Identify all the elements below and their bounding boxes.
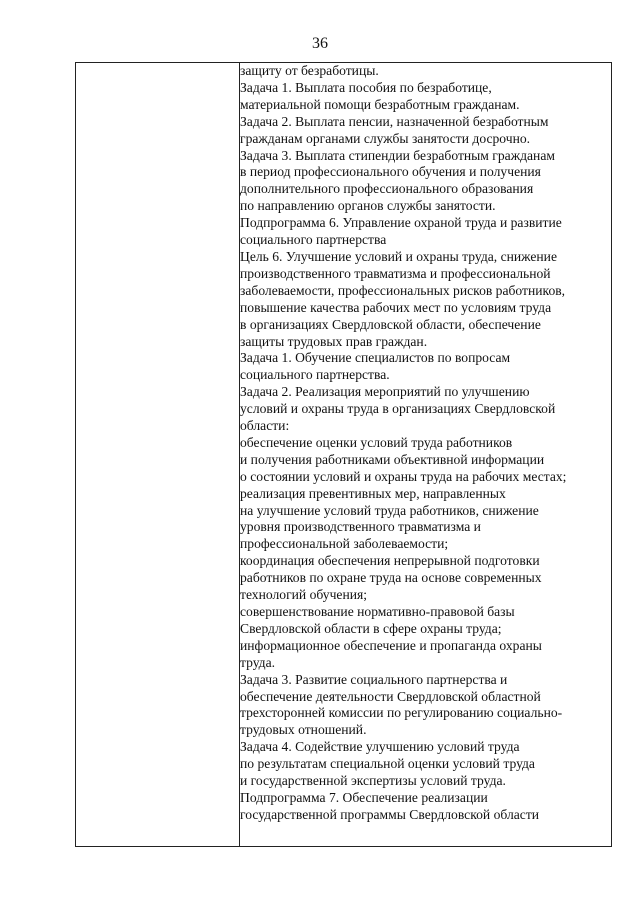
text-line: по результатам специальной оценки условий труда [240, 756, 535, 772]
page-number: 36 [312, 35, 328, 52]
text-line: обеспечение оценки условий труда работников [240, 434, 513, 450]
text-line: в организациях Свердловской области, обеспечение [240, 316, 541, 332]
text-line: Задача 2. Реализация мероприятий по улучшению [240, 384, 530, 400]
text-line: Цель 6. Улучшение условий и охраны труда, снижение [240, 248, 557, 264]
text-line: на улучшение условий труда работников, снижение [240, 502, 539, 518]
text-line: материальной помощи безработным гражданам. [240, 96, 520, 112]
text-line: уровня производственного травматизма и [240, 519, 481, 535]
text-line: защиту от безработицы. [240, 63, 379, 78]
text-line: государственной программы Свердловской области [240, 806, 540, 822]
text-line: в период профессионального обучения и получения [240, 164, 541, 180]
text-line: работников по охране труда на основе современных [240, 570, 542, 586]
text-line: социального партнерства [240, 232, 387, 248]
text-line: Задача 3. Развитие социального партнерства и [240, 671, 508, 687]
text-line: Подпрограмма 7. Обеспечение реализации [240, 789, 488, 805]
text-line: Подпрограмма 6. Управление охраной труда и развитие [240, 215, 562, 231]
text-line: заболеваемости, профессиональных рисков работников, [240, 282, 566, 298]
text-line: и получения работниками объективной информации [240, 451, 545, 467]
text-line: условий и охраны труда в организациях Свердловской [240, 401, 556, 417]
text-line: повышение качества рабочих мест по условиям труда [240, 299, 552, 315]
text-line: производственного травматизма и профессиональной [240, 265, 551, 281]
text-line: совершенствование нормативно-правовой базы [240, 604, 515, 619]
text-line: области: [240, 418, 290, 434]
text-line: Задача 2. Выплата пенсии, назначенной безработным [240, 113, 549, 129]
table-row [76, 63, 612, 847]
left-column-cell [76, 63, 240, 847]
text-line: обеспечение деятельности Свердловской областной [240, 688, 541, 704]
text-line: социального партнерства. [240, 367, 390, 383]
text-line: Свердловской области в сфере охраны труда; [240, 620, 502, 636]
text-line: по направлению органов службы занятости. [240, 198, 496, 214]
right-column-text [240, 63, 611, 824]
text-line: дополнительного профессионального образования [240, 181, 534, 197]
text-line: труда. [240, 654, 276, 670]
text-line: Задача 1. Обучение специалистов по вопросам [240, 350, 511, 366]
text-line: Задача 1. Выплата пособия по безработице, [240, 79, 492, 95]
text-line: трудовых отношений. [240, 722, 367, 738]
text-line: технологий обучения; [240, 587, 368, 603]
text-line: Задача 4. Содействие улучшению условий труда [240, 739, 520, 755]
right-column-cell [240, 63, 612, 847]
text-line: и государственной экспертизы условий труда. [240, 773, 506, 789]
text-line: защиты трудовых прав граждан. [240, 333, 428, 349]
text-line: информационное обеспечение и пропаганда охраны [240, 637, 542, 653]
document-table [75, 62, 612, 847]
text-line: трехсторонней комиссии по регулированию социально- [240, 705, 563, 721]
text-line: гражданам органами службы занятости досрочно. [240, 130, 531, 146]
text-line: координация обеспечения непрерывной подготовки [240, 553, 540, 569]
text-line: о состоянии условий и охраны труда на рабочих местах; [240, 468, 567, 484]
text-line: реализация превентивных мер, направленных [240, 485, 506, 501]
text-line: Задача 3. Выплата стипендии безработным гражданам [240, 147, 555, 163]
text-line: профессиональной заболеваемости; [240, 536, 449, 552]
